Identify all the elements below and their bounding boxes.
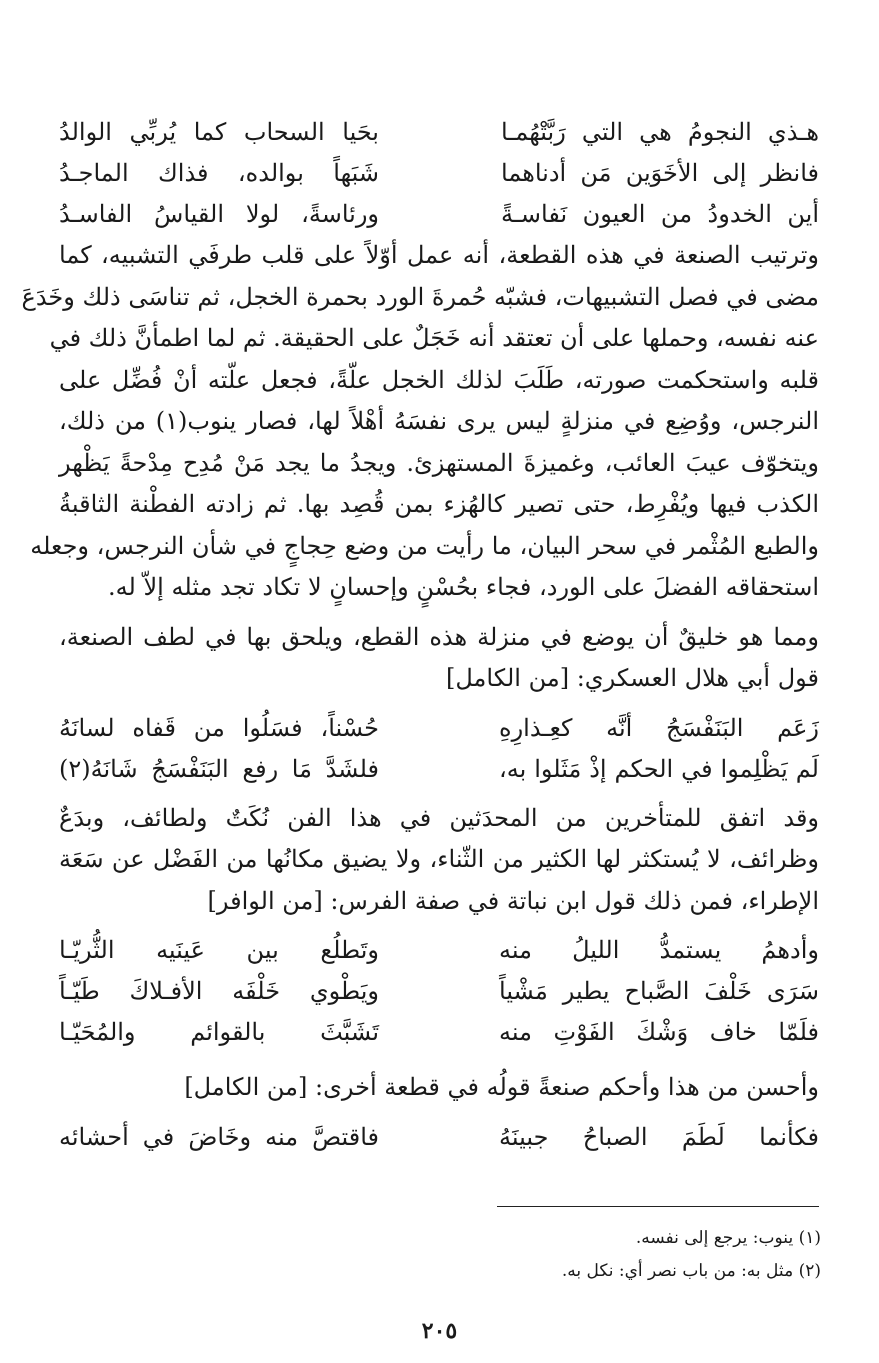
verse-first-hemistich: أين الخدودُ من العيون نَفاسـةً bbox=[501, 200, 819, 228]
footnote-1: (١) ينوب: يرجع إلى نفسه. bbox=[635, 1228, 821, 1248]
paragraph-2 bbox=[59, 617, 819, 700]
verse-line bbox=[59, 930, 819, 971]
verse-second-hemistich: ورئاسةً، لولا القياسُ الفاسـدُ bbox=[59, 200, 379, 228]
verse-second-hemistich: ويَطْوي خَلْفَه الأفـلاكَ طَيّـاً bbox=[59, 977, 379, 1005]
poem-block-3 bbox=[59, 930, 819, 1053]
text-line: وقد اتفق للمتأخرين من المحدَثين في هذا الفن نُكَتٌ ولطائف، وبدَعٌ bbox=[59, 803, 819, 832]
footnote-divider bbox=[497, 1206, 819, 1207]
verse-line bbox=[59, 194, 819, 235]
verse-second-hemistich: بحَيا السحاب كما يُربِّي الوالدُ bbox=[59, 118, 379, 146]
verse-second-hemistich: شَبَهاً بوالده، فذاك الماجـدُ bbox=[59, 159, 379, 187]
paragraph-4 bbox=[59, 1067, 819, 1109]
poem-block-1 bbox=[59, 112, 819, 235]
page-number: ٢٠٥ bbox=[421, 1318, 458, 1344]
verse-line bbox=[59, 153, 819, 194]
verse-first-hemistich: فانظر إلى الأخَوَين مَن أدناهما bbox=[501, 159, 819, 187]
verse-second-hemistich: تَشَبَّثَ بالقوائم والمُحَيّـا bbox=[59, 1018, 379, 1046]
page-body bbox=[21, 112, 819, 1158]
verse-first-hemistich: فكأنما لَطَمَ الصباحُ جبينَهُ bbox=[499, 1122, 819, 1151]
text-line: وظرائف، لا يُستكثر لها الكثير من الثّناء، ولا يضيق مكانُها من الفَضْل عن سَعَة bbox=[59, 845, 819, 873]
text-line: عنه نفسه، وحملها على أن تعتقد أنه خَجَلٌ على الحقيقة. ثم لما اطمأنَّ ذلك في bbox=[49, 324, 819, 352]
text-line: ومما هو خليقٌ أن يوضع في منزلة هذه القطع، ويلحق بها في لطف الصنعة، bbox=[59, 622, 819, 651]
text-line: الإطراء، فمن ذلك قول ابن نباتة في صفة الفرس: [من الوافر] bbox=[207, 886, 819, 915]
verse-second-hemistich: حُسْناً، فسَلُوا من قَفاه لسانَهُ bbox=[59, 713, 379, 742]
poem-block-2 bbox=[59, 708, 819, 790]
verse-first-hemistich: زَعَم البَنَفْسَجُ أنَّه كعِـذارِهِ bbox=[499, 713, 819, 742]
verse-line bbox=[59, 1117, 819, 1158]
text-line: النرجس، ووُضِع في منزلةٍ ليس يرى نفسَهُ أهْلاً لها، فصار ينوب(١) من ذلك، bbox=[59, 407, 819, 435]
verse-second-hemistich: وتَطلُع بين عَينَيه الثُّريّـا bbox=[59, 936, 379, 964]
verse-second-hemistich: فاقتصَّ منه وخَاضَ في أحشائه bbox=[59, 1122, 379, 1151]
verse-line bbox=[59, 1012, 819, 1053]
text-line: ويتخوّف عيبَ العائب، وغميزةَ المستهزئ. ويجدُ ما يجد مَنْ مُدِح مِدْحةً يَظْهر bbox=[59, 448, 819, 477]
paragraph-1 bbox=[21, 235, 819, 609]
verse-line bbox=[59, 708, 819, 749]
verse-first-hemistich: سَرَى خَلْفَ الصَّباح يطير مَشْياً bbox=[499, 977, 819, 1005]
verse-first-hemistich: لَم يَظْلِموا في الحكم إذْ مَثَلوا به، bbox=[499, 754, 819, 783]
text-line: قلبه واستحكمت صورته، طَلَبَ لذلك الخجل علّةً، فجعل علّته أنْ فُضِّل على bbox=[59, 365, 819, 394]
verse-first-hemistich: هـذي النجومُ هي التي رَبَّتْهُمـا bbox=[501, 118, 819, 146]
verse-line bbox=[59, 971, 819, 1012]
verse-line bbox=[59, 749, 819, 790]
text-line: والطبع المُثْمر في سحر البيان، ما رأيت من وضع حِجاجٍ في شأن النرجس، وجعله bbox=[30, 531, 819, 560]
poem-block-4 bbox=[59, 1117, 819, 1158]
footnote-2: (٢) مثل به: من باب نصر أي: نكل به. bbox=[561, 1261, 821, 1281]
text-line: مضى في فصل التشبيهات، فشبّه حُمرةَ الورد بحمرة الخجل، ثم تناسَى ذلك وخَدَعَ bbox=[21, 282, 819, 311]
text-line: الكذب فيها ويُفْرِط، حتى تصير كالهُزء بمن قُصِد بها. ثم زادته الفطْنة الثاقبةُ bbox=[59, 490, 819, 518]
text-line: قول أبي هلال العسكري: [من الكامل] bbox=[446, 664, 819, 692]
footnotes bbox=[562, 1222, 821, 1288]
text-line: وترتيب الصنعة في هذه القطعة، أنه عمل أوّلاً على قلب طرفَي التشبيه، كما bbox=[59, 241, 819, 269]
text-line: استحقاقه الفضلَ على الورد، فجاء بحُسْنٍ وإحسانٍ لا تكاد تجد مثله إلاّ له. bbox=[108, 573, 819, 601]
verse-line bbox=[59, 112, 819, 153]
verse-first-hemistich: فلَمّا خاف وَشْكَ الفَوْتِ منه bbox=[499, 1018, 819, 1046]
text-line: وأحسن من هذا وأحكم صنعةً قولُه في قطعة أخرى: [من الكامل] bbox=[184, 1073, 819, 1101]
verse-second-hemistich: فلشَدَّ مَا رفع البَنَفْسَجُ شَانَهُ(٢) bbox=[59, 754, 379, 783]
verse-first-hemistich: وأدهمُ يستمدُّ الليلُ منه bbox=[499, 936, 819, 964]
paragraph-3 bbox=[59, 798, 819, 923]
